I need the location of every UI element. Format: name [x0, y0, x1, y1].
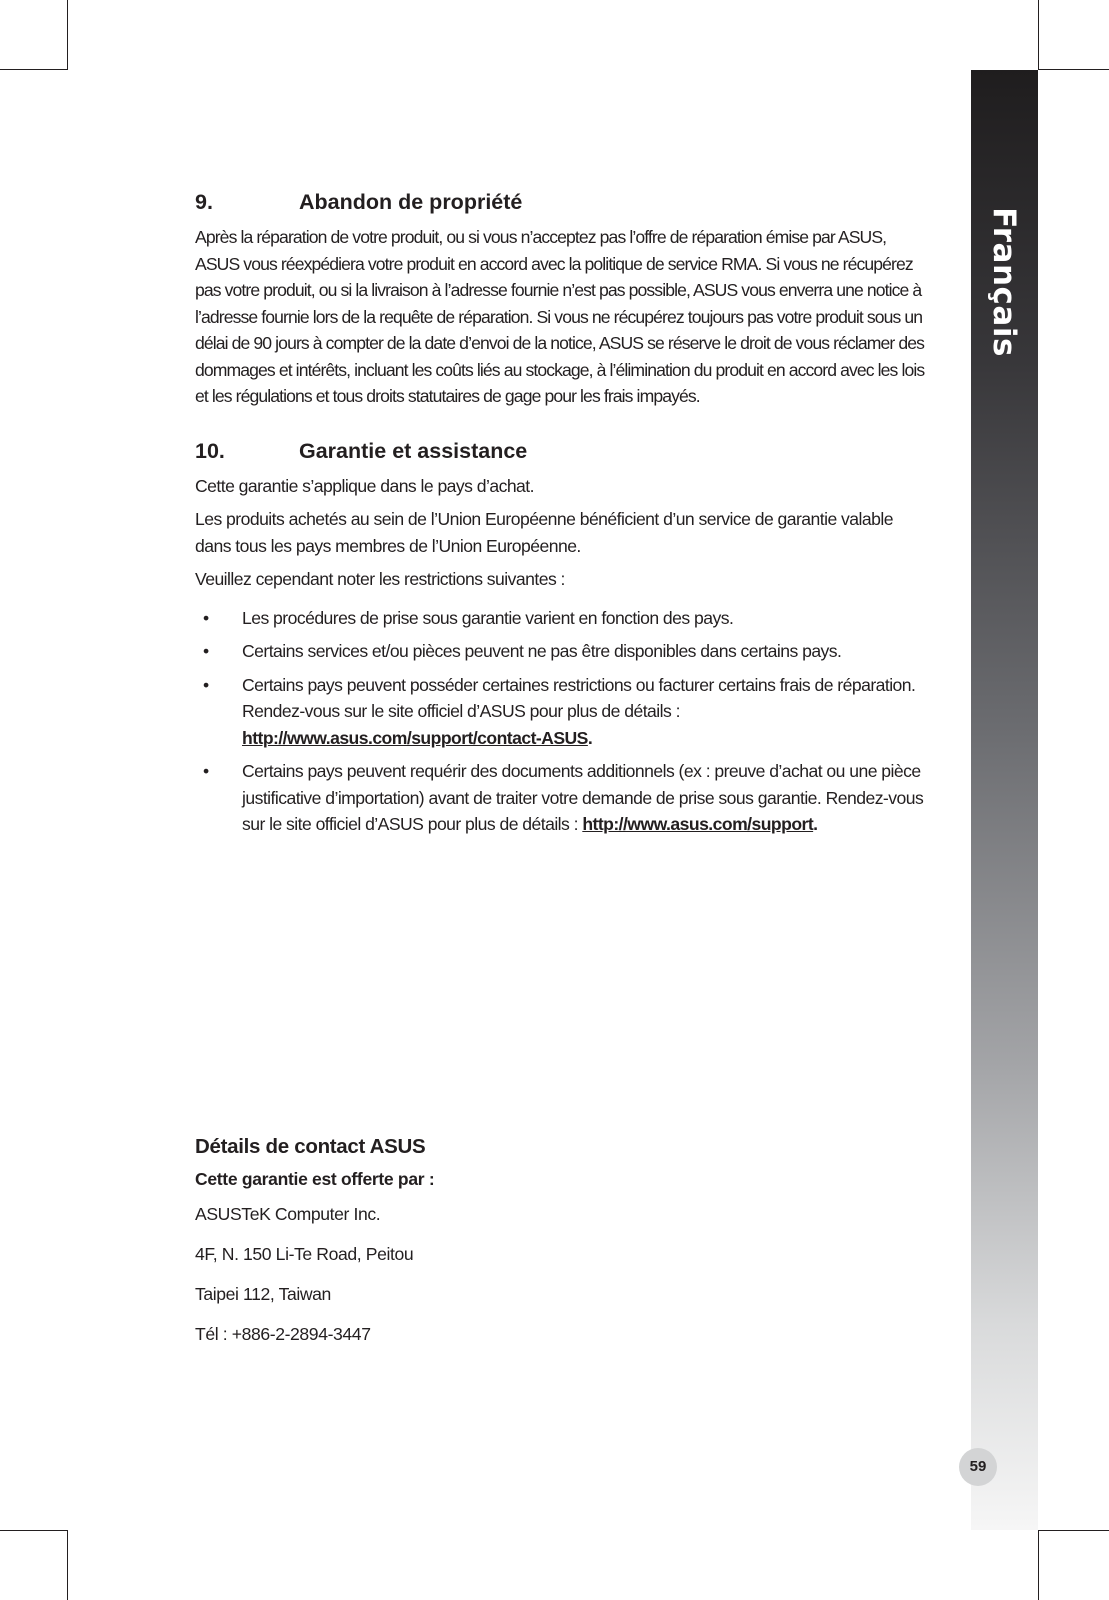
list-item	[195, 758, 925, 838]
section-title: Abandon de propriété	[299, 190, 523, 214]
restrictions-list	[195, 605, 925, 838]
crop-mark	[1038, 1530, 1109, 1531]
page-number: 59	[959, 1448, 997, 1486]
phone-number: Tél : +886-2-2894-3447	[195, 1324, 371, 1344]
crop-mark	[1038, 0, 1039, 69]
crop-mark	[0, 1530, 68, 1531]
bullet-icon: •	[203, 674, 209, 695]
main-content	[195, 190, 925, 845]
language-label: Français	[986, 207, 1022, 357]
list-item-text: Certains pays peuvent requérir des documents additionnels (ex : preuve d’achat ou une pièce justificative d’importation) avant de traiter votre demande de prise sous garantie. Rendez-vous sur le site officiel d’ASUS pour plus de détails :	[242, 761, 924, 834]
crop-mark	[0, 69, 68, 70]
list-item-text: Les procédures de prise sous garantie varient en fonction des pays.	[242, 607, 734, 628]
section-10-para-3: Veuillez cependant noter les restrictions suivantes :	[195, 569, 565, 589]
section-9-heading	[195, 190, 925, 215]
section-10-heading	[195, 439, 925, 464]
section-9-body: Après la réparation de votre produit, ou si vous n’acceptez pas l’offre de réparation émise par ASUS, ASUS vous réexpédiera votre produit en accord avec la politique de service RMA. Si vous ne récupérez pas votre produit, ou si la livraison à l’adresse fournie n’est pas possible, ASUS vous enverra une notice à l’adresse fournie lors de la requête de réparation. Si vous ne récupérez toujours pas votre produit sous un délai de 90 jours à compter de la date d’envoi de la notice, ASUS se réserve le droit de vous réclamer des dommages et intérêts, incluant les coûts liés au stockage, à l’élimination du produit en accord avec les lois et les régulations et tous droits statutaires de gage pour les frais impayés.	[195, 227, 925, 406]
crop-mark	[67, 0, 68, 69]
company-name: ASUSTeK Computer Inc.	[195, 1204, 381, 1224]
contact-details	[195, 1135, 895, 1364]
address-line-1: 4F, N. 150 Li-Te Road, Peitou	[195, 1244, 414, 1264]
list-item-text: Certains services et/ou pièces peuvent ne pas être disponibles dans certains pays.	[242, 641, 842, 661]
list-item	[195, 672, 925, 752]
support-link[interactable]: http://www.asus.com/support	[582, 814, 814, 834]
section-10-para-1: Cette garantie s’applique dans le pays d’achat.	[195, 475, 534, 496]
list-item	[195, 605, 925, 632]
section-title: Garantie et assistance	[299, 438, 528, 463]
contact-asus-link[interactable]: http://www.asus.com/support/contact-ASUS	[242, 727, 588, 748]
section-10-para-2: Les produits achetés au sein de l’Union Européenne bénéficient d’un service de garantie valable dans tous les pays membres de l’Union Européenne.	[195, 509, 893, 556]
section-number: 9.	[195, 190, 213, 214]
bullet-icon: •	[203, 761, 209, 781]
link-suffix: .	[587, 727, 593, 748]
address-line-2: Taipei 112, Taiwan	[195, 1284, 331, 1304]
contact-subtitle: Cette garantie est offerte par :	[195, 1169, 435, 1189]
list-item	[195, 638, 925, 665]
contact-title: Détails de contact ASUS	[195, 1135, 426, 1158]
link-suffix: .	[813, 814, 818, 834]
crop-mark	[67, 1530, 68, 1600]
crop-mark	[1038, 69, 1109, 70]
spacer	[195, 417, 925, 439]
bullet-icon: •	[203, 641, 209, 661]
section-number: 10.	[195, 438, 225, 463]
crop-mark	[1038, 1530, 1039, 1600]
bullet-icon: •	[203, 607, 209, 628]
list-item-text: Certains pays peuvent posséder certaines restrictions ou facturer certains frais de réparation. Rendez-vous sur le site officiel d’ASUS pour plus de détails :	[242, 674, 916, 721]
